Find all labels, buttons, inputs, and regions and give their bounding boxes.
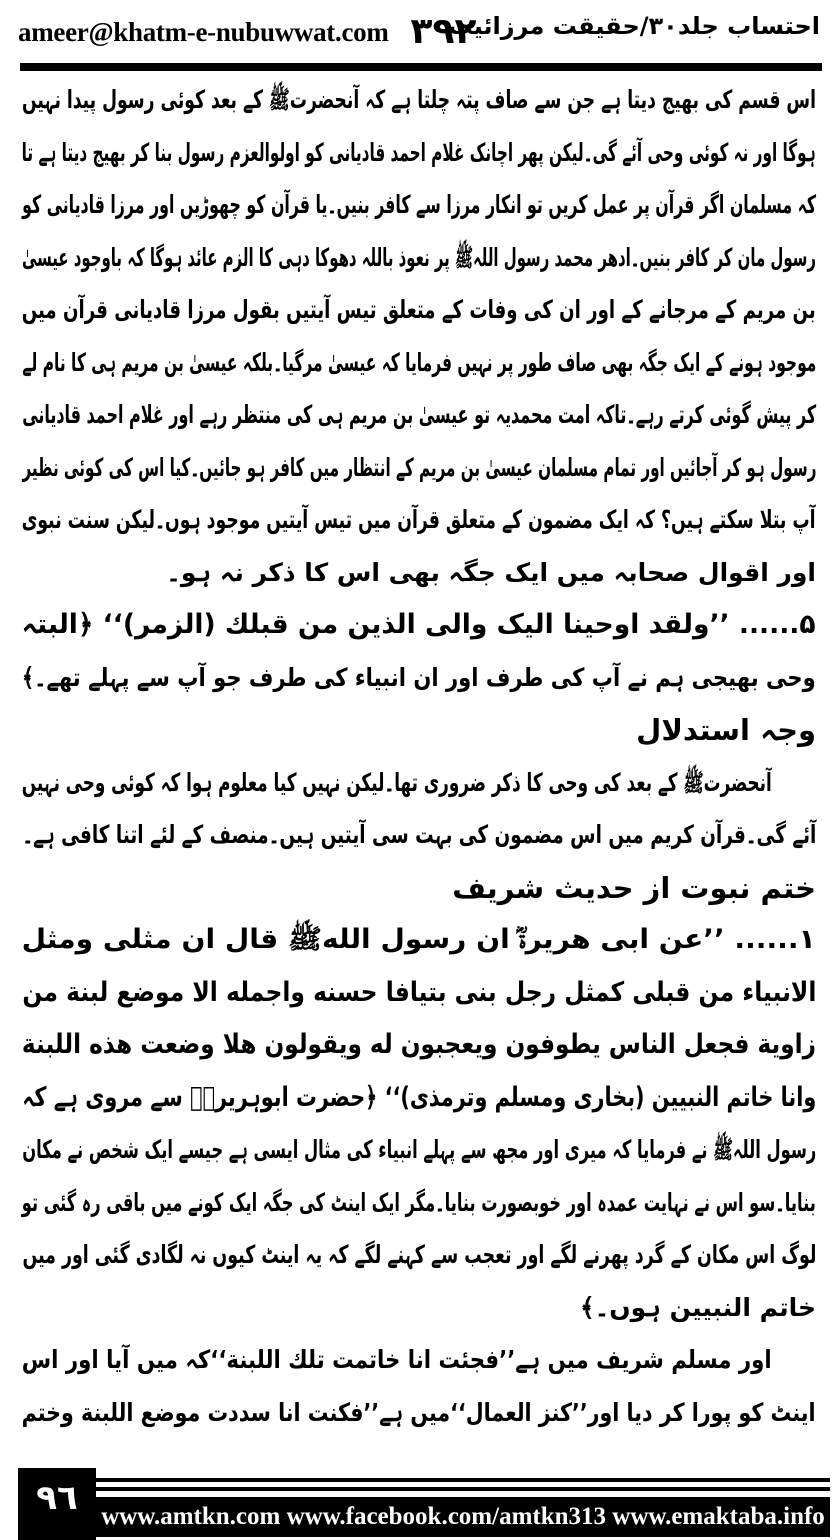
line-text: رسول اللہﷺ نے فرمایا کہ میری اور مجھ سے پہلے انبیاء کی مثال ایسی ہے جیسے ایک شخص نے مکان bbox=[22, 1135, 816, 1164]
line-text: آئے گی۔قرآن کریم میں اس مضمون کی بہت سی آیتیں ہیں۔منصف کے لئے اتنا کافی ہے۔ bbox=[22, 820, 816, 849]
line-text: بن مریم کے مرجانے کے اور ان کی وفات کے متعلق تیس آیتیں بقول مرزا قادیانی قرآن میں bbox=[22, 295, 816, 324]
line-text: خاتم النبیین ہوں۔﴾ bbox=[579, 1292, 816, 1322]
line-text: موجود ہونے کے ایک جگہ بھی صاف طور پر نہیں فرمایا کہ عیسیٰ مرگیا۔بلکہ عیسیٰ بن مریم ہی کا نام لے bbox=[21, 347, 816, 377]
header-email: ameer@khatm-e-nubuwwat.com bbox=[18, 16, 389, 47]
hadith-line bbox=[22, 1072, 816, 1125]
quran-verse-line bbox=[22, 599, 816, 652]
line-text: وانا خاتم النبیین (بخاری ومسلم وترمذی)‘‘ ﴿حضرت ابوہریرہؓ سے مروی ہے کہ bbox=[22, 1081, 816, 1113]
line-text: آپ بتلا سکتے ہیں؟ کہ ایک مضمون کے متعلق قرآن میں تیس آیتیں موجود ہوں۔لیکن سنت نبوی bbox=[22, 505, 816, 534]
section-heading bbox=[22, 704, 816, 757]
page-body bbox=[22, 74, 816, 1439]
text-line bbox=[22, 74, 816, 127]
line-text: اور مسلم شریف میں ہے’’فجئت انا خاتمت تلك اللبنة‘‘کہ میں آیا اور اس bbox=[22, 1345, 772, 1374]
text-line bbox=[22, 1387, 816, 1440]
header-divider bbox=[20, 63, 822, 71]
line-text: رسول مان کر کافر بنیں۔ادھر محمد رسول اللہﷺ پر نعوذ باللہ دھوکا دہی کا الزم عائد ہوگا کہ باوجود عیسیٰ bbox=[22, 242, 816, 272]
hadith-line bbox=[22, 967, 816, 1020]
footer-rule bbox=[96, 1478, 830, 1482]
line-text: آنحضرتﷺ کے بعد کی وحی کا ذکر ضروری تھا۔لیکن نہیں کیا معلوم ہوا کہ کوئی وحی نہیں bbox=[22, 767, 772, 797]
text-line bbox=[22, 1282, 816, 1335]
text-line bbox=[22, 652, 816, 705]
text-line bbox=[22, 1229, 816, 1282]
heading-text: وجہ استدلال bbox=[636, 713, 816, 747]
text-line bbox=[22, 547, 816, 600]
text-line bbox=[22, 127, 816, 180]
heading-text: ختم نبوت از حدیث شریف bbox=[452, 870, 816, 905]
header-page-number: ٣٩٢ bbox=[410, 11, 477, 52]
line-text: بنایا۔سو اس نے نہایت عمدہ اور خوبصورت بنایا۔مگر ایک اینٹ کی جگہ ایک کونے میں باقی رہ گئی تو bbox=[22, 1187, 816, 1217]
line-text: لوگ اس مکان کے گرد پھرنے لگے اور تعجب سے کہنے لگے کہ یہ اینٹ کیوں نہ لگادی گئی اور میں bbox=[22, 1240, 816, 1269]
line-text: وحی بھیجی ہم نے آپ کی طرف اور ان انبیاء کی طرف جو آپ سے پہلے تھے۔﴾ bbox=[22, 662, 816, 692]
text-line bbox=[22, 232, 816, 285]
hadith-line bbox=[22, 914, 816, 967]
line-text: ۵...... ’’ولقد اوحینا الیک والی الذین من قبلك (الزمر)‘‘ ﴿البتہ bbox=[22, 609, 816, 640]
header-left-group bbox=[18, 6, 476, 58]
line-text: ۱...... ’’عن ابی هریرةؓ ان رسول اللهﷺ قال ان مثلی ومثل bbox=[22, 924, 816, 955]
text-line bbox=[22, 757, 816, 810]
section-heading bbox=[22, 862, 816, 915]
line-text: کہ مسلمان اگر قرآن پر عمل کریں تو انکار مرزا سے کافر بنیں۔یا قرآن کو چھوڑیں اور مرزا قادیانی کو bbox=[22, 190, 816, 219]
text-line bbox=[22, 284, 816, 337]
text-line bbox=[22, 1177, 816, 1230]
line-text: زاوية فجعل الناس یطوفون ویعجبون له ویقولون هلا وضعت هذه اللبنة bbox=[22, 1029, 816, 1060]
text-line bbox=[22, 1124, 816, 1177]
text-line bbox=[22, 179, 816, 232]
text-line bbox=[22, 442, 816, 495]
line-text: اینٹ کو پورا کر دیا اور’’کنز العمال‘‘میں ہے’’فکنت انا سددت موضع اللبنة وختم bbox=[22, 1397, 816, 1427]
line-text: کر پیش گوئی کرتے رہے۔تاکہ امت محمدیہ تو عیسیٰ بن مریم ہی کی منتظر رہے اور غلام احمد قادیانی bbox=[22, 400, 816, 429]
line-text: الانبیاء من قبلی کمثل رجل بنی بتیافا حسنه واجمله الا موضع لبنة من bbox=[22, 976, 816, 1008]
footer-links: www.amtkn.com www.facebook.com/amtkn313 www.emaktaba.info bbox=[96, 1497, 830, 1537]
footer-page-number: ٩٦ bbox=[18, 1468, 96, 1540]
footer-rule bbox=[96, 1487, 830, 1491]
text-line bbox=[22, 809, 816, 862]
line-text: ہوگا اور نہ کوئی وحی آئے گی۔لیکن پھر اچانک غلام احمد قادیانی کو اولوالعزم رسول بنا کر بھیج دیتا ہے تا bbox=[22, 137, 816, 167]
hadith-line bbox=[22, 1019, 816, 1072]
text-line bbox=[22, 1334, 816, 1387]
line-text: اس قسم کی بھیج دیتا ہے جن سے صاف پتہ چلتا ہے کہ آنحضرتﷺ کے بعد کوئی رسول پیدا نہیں bbox=[22, 85, 816, 114]
text-line bbox=[22, 337, 816, 390]
header-book-title: احتساب جلد۳۰/حقیقت مرزائیت bbox=[448, 12, 820, 40]
line-text: اور اقوال صحابہ میں ایک جگہ بھی اس کا ذکر نہ ہو۔ bbox=[166, 557, 816, 587]
text-line bbox=[22, 389, 816, 442]
text-line bbox=[22, 494, 816, 547]
line-text: رسول ہو کر آجائیں اور تمام مسلمان عیسیٰ بن مریم کے انتظار میں کافر ہو جائیں۔کیا اس کی کوئی نظیر bbox=[22, 452, 816, 482]
